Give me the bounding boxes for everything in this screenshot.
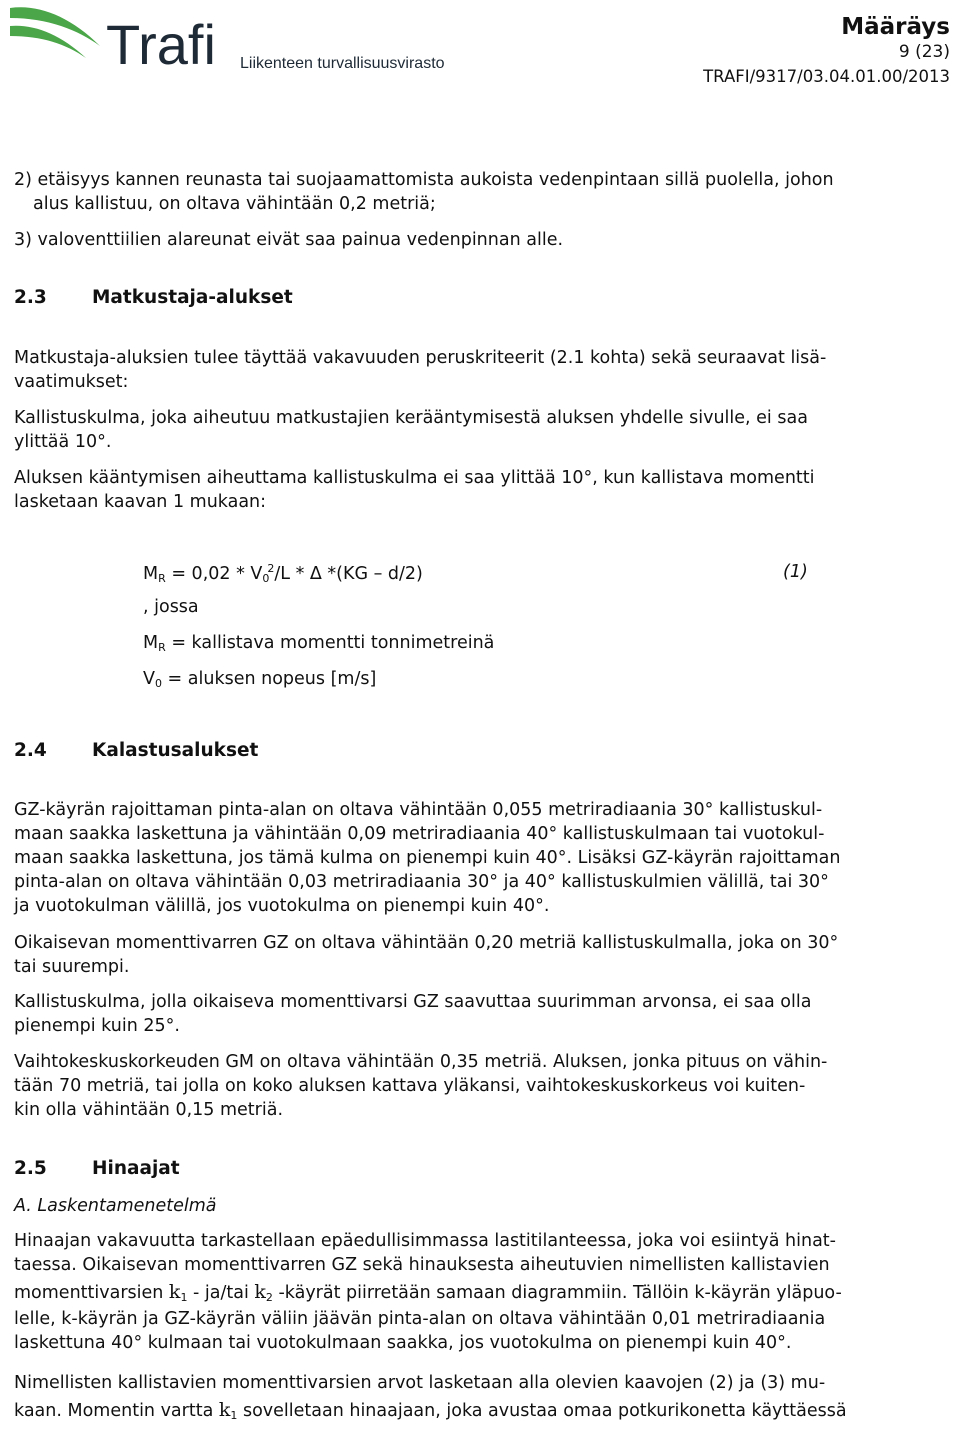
logo-subtitle: Liikenteen turvallisuusvirasto <box>240 55 445 72</box>
doc-type: Määräys <box>841 14 950 40</box>
list-item-3: 3) valoventtiilien alareunat eivät saa painua vedenpinnan alle. <box>14 230 564 250</box>
trafi-logo <box>8 2 448 76</box>
formula-label: (1) <box>783 562 808 582</box>
paragraph: Oikaisevan momenttivarren GZ on oltava vähintään 0,20 metriä kallistuskulmalla, joka on 30° tai suurempi. <box>14 933 839 977</box>
section-heading-2-5: 2.5 Hinaajat <box>14 1158 180 1179</box>
logo-leaf-icon <box>10 7 100 58</box>
paragraph: Nimellisten kallistavien momenttivarsien arvot lasketaan alla olevien kaavojen (2) ja (3) mu- kaan. Momentin vartta $k_1$ sovelletaan hinaajaan, joka avustaa omaa potkurikonetta käyttäessä <box>14 1373 847 1422</box>
paragraph: Matkustaja-aluksien tulee täyttää vakavuuden peruskriteerit (2.1 kohta) sekä seuraavat lisä- vaatimukset: <box>14 348 827 392</box>
formula-1: $M_R = 0,02 * V_0^2/L * \Delta$ *(KG – d/2) <box>143 562 423 585</box>
section-heading-2-3: 2.3 Matkustaja-alukset <box>14 287 293 308</box>
paragraph: Kallistuskulma, joka aiheutuu matkustajien kerääntymisestä aluksen yhdelle sivulle, ei saa ylittää 10°. <box>14 408 808 452</box>
definition-v0: $V_0$ = aluksen nopeus [m/s] <box>143 669 377 690</box>
doc-reference: TRAFI/9317/03.04.01.00/2013 <box>703 67 950 86</box>
section-heading-2-4: 2.4 Kalastusalukset <box>14 740 259 761</box>
paragraph: Hinaajan vakavuutta tarkastellaan epäedullisimmassa lastitilanteessa, joka voi esiintyä hinat- taessa. Oikaisevan momenttivarren GZ sekä hinauksesta aiheutuvien nimellisten kallistavien momenttivarsien $k_1 - ja/tai$ $k_2$ -käyrät piirretään samaan diagrammiin. Tällöin k-käyrän yläpuo- lelle, k-käyrän ja GZ-käyrän väliin jäävän pinta-alan on oltava vähintään 0,01 metriradiaania laskettuna 40° kulmaan tai vuotokulmaan saakka, jos vuotokulma on pienempi kuin 40°. <box>14 1231 842 1353</box>
list-item-2: 2) etäisyys kannen reunasta tai suojaamattomista aukoista vedenpintaan sillä puolella, johon alus kallistuu, on oltava vähintään 0,2 metriä; <box>14 170 834 214</box>
subheading: A. Laskentamenetelmä <box>14 1196 217 1216</box>
formula-where: , jossa <box>143 597 199 617</box>
definition-mr: $M_R$ = kallistava momentti tonnimetreinä <box>143 633 495 654</box>
paragraph: GZ-käyrän rajoittaman pinta-alan on oltava vähintään 0,055 metriradiaania 30° kallistuskul- maan saakka laskettuna ja vähintään 0,09 metriradiaania 40° kallistuskulmaan tai vuotokul- maan saakka laskettuna, jos tämä kulma on pienempi kuin 40°. Lisäksi GZ-käyrän rajoittaman pinta-alan on oltava vähintään 0,03 metriradiaania 30° ja 40° kallistuskulmien välillä, tai 30° ja vuotokulman välillä, jos vuotokulma on pienempi kuin 40°. <box>14 800 841 916</box>
paragraph: Kallistuskulma, jolla oikaiseva momenttivarsi GZ saavuttaa suurimman arvonsa, ei saa olla pienempi kuin 25°. <box>14 992 812 1036</box>
logo-word: Trafi <box>106 13 216 76</box>
paragraph: Aluksen kääntymisen aiheuttama kallistuskulma ei saa ylittää 10°, kun kallistava momentti lasketaan kaavan 1 mukaan: <box>14 468 815 512</box>
page-number: 9 (23) <box>898 42 950 62</box>
paragraph: Vaihtokeskuskorkeuden GM on oltava vähintään 0,35 metriä. Aluksen, jonka pituus on vähin- tään 70 metriä, tai jolla on koko aluksen kattava yläkansi, vaihtokeskuskorkeus voi kuiten- kin olla vähintään 0,15 metriä. <box>14 1052 828 1120</box>
